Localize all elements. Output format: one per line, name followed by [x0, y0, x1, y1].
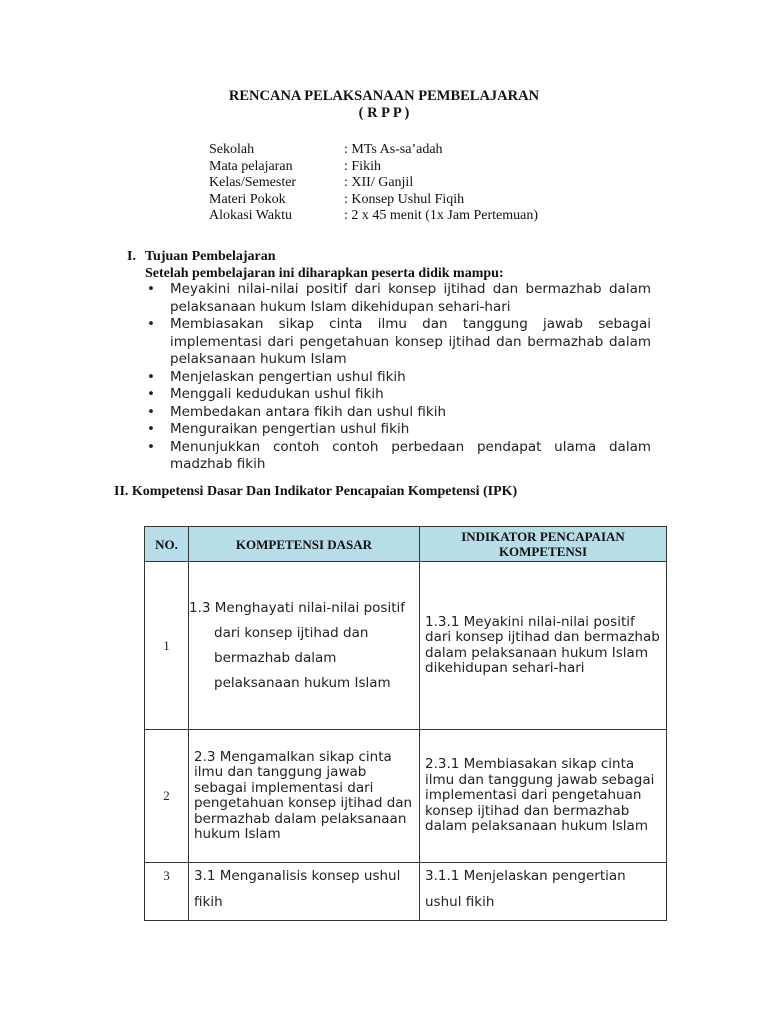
- section-intro: Setelah pembelajaran ini diharapkan peserta didik mampu:: [145, 266, 504, 281]
- title-text: RENCANA PELAKSANAAN PEMBELAJARAN: [228, 88, 540, 104]
- table-header-row: [145, 527, 667, 562]
- list-item: • Membedakan antara fikih dan ushul fikih: [147, 403, 447, 420]
- cell-kd: 3.1 Menganalisis konsep ushul fikih: [189, 863, 420, 921]
- info-value: : MTs As-sa’adah: [344, 142, 443, 157]
- info-value: : Fikih: [344, 158, 381, 174]
- list-item: • Menjelaskan pengertian ushul fikih: [147, 368, 406, 385]
- info-label: Kelas/Semester: [209, 175, 297, 190]
- list-item-text: Menguraikan pengertian ushul fikih: [170, 421, 410, 437]
- list-item: • Menunjukkan contoh contoh perbedaan pendapat ulama dalam madzhab fikih: [147, 438, 651, 472]
- info-value: : XII/ Ganjil: [344, 175, 414, 190]
- list-item-text: Menjelaskan pengertian ushul fikih: [170, 368, 406, 385]
- info-label: Mata pelajaran: [209, 158, 293, 174]
- list-item-text: Membiasakan sikap cinta ilmu dan tanggung jawab sebagai implementasi dari pengetahuan konsep ijtihad dan bermazhab dalam pelaksanaan hukum Islam: [170, 316, 651, 367]
- header-no: NO.: [145, 527, 189, 562]
- list-item-text: Membedakan antara fikih dan ushul fikih: [170, 403, 447, 420]
- section-tujuan: [127, 248, 652, 282]
- competency-table: [144, 526, 667, 921]
- info-label: Materi Pokok: [209, 191, 286, 207]
- list-item: • Menggali kedudukan ushul fikih: [147, 386, 384, 402]
- header-ipk: INDIKATOR PENCAPAIAN KOMPETENSI: [420, 527, 667, 562]
- list-item: • Menguraikan pengertian ushul fikih: [147, 421, 410, 437]
- list-item-text: Menggali kedudukan ushul fikih: [170, 386, 384, 402]
- info-label: Alokasi Waktu: [209, 208, 292, 223]
- cell-no: 2: [145, 730, 189, 863]
- info-label: Sekolah: [209, 142, 255, 157]
- list-item-text: Menunjukkan contoh contoh perbedaan pendapat ulama dalam madzhab fikih: [170, 438, 651, 472]
- section-number: I.: [127, 249, 136, 264]
- section-kompetensi-heading: II. Kompetensi Dasar Dan Indikator Pencapaian Kompetensi (IPK): [114, 484, 518, 499]
- header-kd: KOMPETENSI DASAR: [189, 527, 420, 562]
- cell-no: 1: [145, 562, 189, 730]
- info-value: : 2 x 45 menit (1x Jam Pertemuan): [344, 208, 539, 223]
- info-value: : Konsep Ushul Fiqih: [344, 191, 465, 207]
- cell-kd: 1.3 Menghayati nilai-nilai positif dari konsep ijtihad dan bermazhab dalam pelaksanaan hukum Islam: [189, 562, 420, 730]
- document-title: [0, 88, 768, 122]
- cell-ipk: 3.1.1 Menjelaskan pengertian ushul fikih: [420, 863, 667, 921]
- cell-ipk: 1.3.1 Meyakini nilai-nilai positif dari konsep ijtihad dan bermazhab dalam pelaksanaan hukum Islam dikehidupan sehari-hari: [420, 562, 667, 730]
- section-heading: Tujuan Pembelajaran: [145, 249, 276, 264]
- cell-kd: 2.3 Mengamalkan sikap cinta ilmu dan tanggung jawab sebagai implementasi dari pengetahuan konsep ijtihad dan bermazhab dalam pelaksanaan hukum Islam: [189, 730, 420, 863]
- list-item: • Meyakini nilai-nilai positif dari konsep ijtihad dan bermazhab dalam pelaksanaan hukum Islam dikehidupan sehari-hari: [147, 281, 651, 315]
- cell-no: 3: [145, 863, 189, 921]
- list-item: • Membiasakan sikap cinta ilmu dan tanggung jawab sebagai implementasi dari pengetahuan konsep ijtihad dan bermazhab dalam pelaksanaan hukum Islam: [147, 316, 651, 367]
- objectives-list: [145, 281, 651, 474]
- identity-block: [209, 142, 538, 225]
- cell-ipk: 2.3.1 Membiasakan sikap cinta ilmu dan tanggung jawab sebagai implementasi dari pengetahuan konsep ijtihad dan bermazhab dalam pelaksanaan hukum Islam: [420, 730, 667, 863]
- table-row: [145, 730, 667, 863]
- list-item-text: Meyakini nilai-nilai positif dari konsep ijtihad dan bermazhab dalam pelaksanaan hukum Islam dikehidupan sehari-hari: [170, 281, 651, 315]
- table-row: [145, 863, 667, 921]
- subtitle-text: ( R P P ): [358, 105, 410, 121]
- table-row: [145, 562, 667, 730]
